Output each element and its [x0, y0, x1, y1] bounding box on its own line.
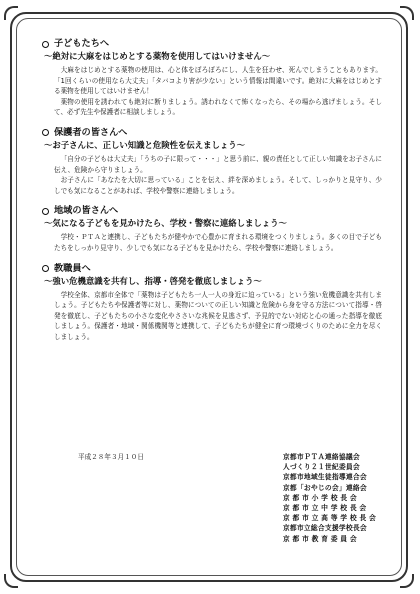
section-teachers — [42, 263, 382, 343]
paragraph: 薬物の使用を誘われても絶対に断りましょう。誘われなくて怖くなったら、その場から逃げましょう。そして、必ず先生や保護者に相談しましょう。 — [54, 97, 382, 117]
issue-date: 平成２８年３月１０日 — [78, 453, 144, 461]
circle-bullet-icon — [42, 129, 49, 136]
circle-bullet-icon — [42, 41, 49, 48]
frame-corner-bottom-right — [400, 574, 414, 588]
section-children — [42, 38, 382, 118]
organization-name: 京 都 市 立 高 等 学 校 長 会 — [282, 514, 376, 523]
section-title: 子どもたちへ — [54, 38, 110, 49]
section-subtitle: ～気になる子どもを見かけたら、学校・警察に連絡しましょう～ — [44, 218, 287, 229]
organization-list — [283, 452, 376, 544]
circle-bullet-icon — [42, 265, 49, 272]
section-heading — [42, 205, 382, 217]
section-title: 地域の皆さんへ — [54, 205, 119, 217]
frame-corner-top-left — [4, 6, 18, 20]
paragraph: 大麻をはじめとする薬物の使用は、心と体をぼろぼろにし、人生を狂わせ、死んでしまうこともあります。「1回くらいの使用なら大丈夫」「タバコより害が少ない」という情報は間違いです。絶対に大麻をはじめとする薬物を使用してはいけません！ — [54, 66, 382, 96]
organization-name: 京都市ＰＴＡ連絡協議会 — [282, 453, 360, 461]
paragraph: 学校全体、京都市全体で「薬物は子どもたち一人一人の身近に迫っている」という強い危機意識を共有しましょう。子どもたちや保護者等に対し、薬物についての正しい知識と危険から身を守る方法について指導・啓発を徹底し、子どもたちの小さな変化やささいな兆候を見逃さず、予見的でない対応と心の通った指導を徹底しましょう。保護者・地域・関係機関等と連携して、子どもたちが健全に育つ環境づくりのために全力を尽くしましょう。 — [54, 290, 382, 341]
paragraph: お子さんに「あなたを大切に思っている」ことを伝え、絆を深めましょう。そして、しっかりと見守り、少しでも気になることがあれば、学校や警察に連絡しましょう。 — [54, 176, 382, 195]
section-title: 保護者の皆さんへ — [54, 126, 128, 138]
frame-corner-top-right — [400, 6, 414, 20]
section-community — [42, 205, 382, 253]
document-body — [42, 38, 382, 352]
organization-name: 京都市立総合支援学校長会 — [282, 524, 367, 533]
frame-corner-bottom-left — [4, 574, 18, 588]
organization-name: 京都市地域生徒指導連合会 — [282, 473, 367, 482]
circle-bullet-icon — [42, 208, 49, 215]
section-title: 教職員へ — [54, 262, 91, 274]
section-guardians — [42, 127, 382, 196]
section-text — [54, 232, 382, 253]
section-text — [54, 65, 382, 118]
section-subtitle: ～強い危機意識を共有し、指導・啓発を徹底しましょう～ — [44, 275, 262, 286]
organization-name: 京 都 市 立 中 学 校 長 会 — [282, 504, 367, 513]
paragraph: 学校・ＰＴＡと連携し、子どもたちが健やかで心豊かに育まれる環境をつくりましょう。多くの目で子どもたちをしっかり見守り、少しでも気になる子どもを見かけたら、学校や警察に連絡しましょう。 — [54, 233, 382, 252]
organization-name: 人づくり２１世紀委員会 — [282, 463, 360, 472]
footer — [42, 452, 382, 542]
organization-name: 京都「おやじの会」連絡会 — [282, 483, 367, 492]
section-heading — [42, 127, 382, 139]
section-heading — [42, 263, 382, 275]
organization-name: 京 都 市 教 育 委 員 会 — [282, 534, 357, 543]
section-heading — [42, 38, 382, 50]
organization-name: 京 都 市 小 学 校 長 会 — [282, 493, 357, 502]
section-subtitle: ～絶対に大麻をはじめとする薬物を使用してはいけません～ — [44, 51, 271, 61]
paragraph: 「自分の子どもは大丈夫」「うちの子に限って・・・」と思う前に、親の責任として正しい知識をお子さんに伝え、危険から守りましょう。 — [54, 154, 382, 174]
section-subtitle: ～お子さんに、正しい知識と危険性を伝えましょう～ — [44, 139, 245, 150]
section-text — [54, 290, 382, 343]
section-text — [54, 154, 382, 196]
